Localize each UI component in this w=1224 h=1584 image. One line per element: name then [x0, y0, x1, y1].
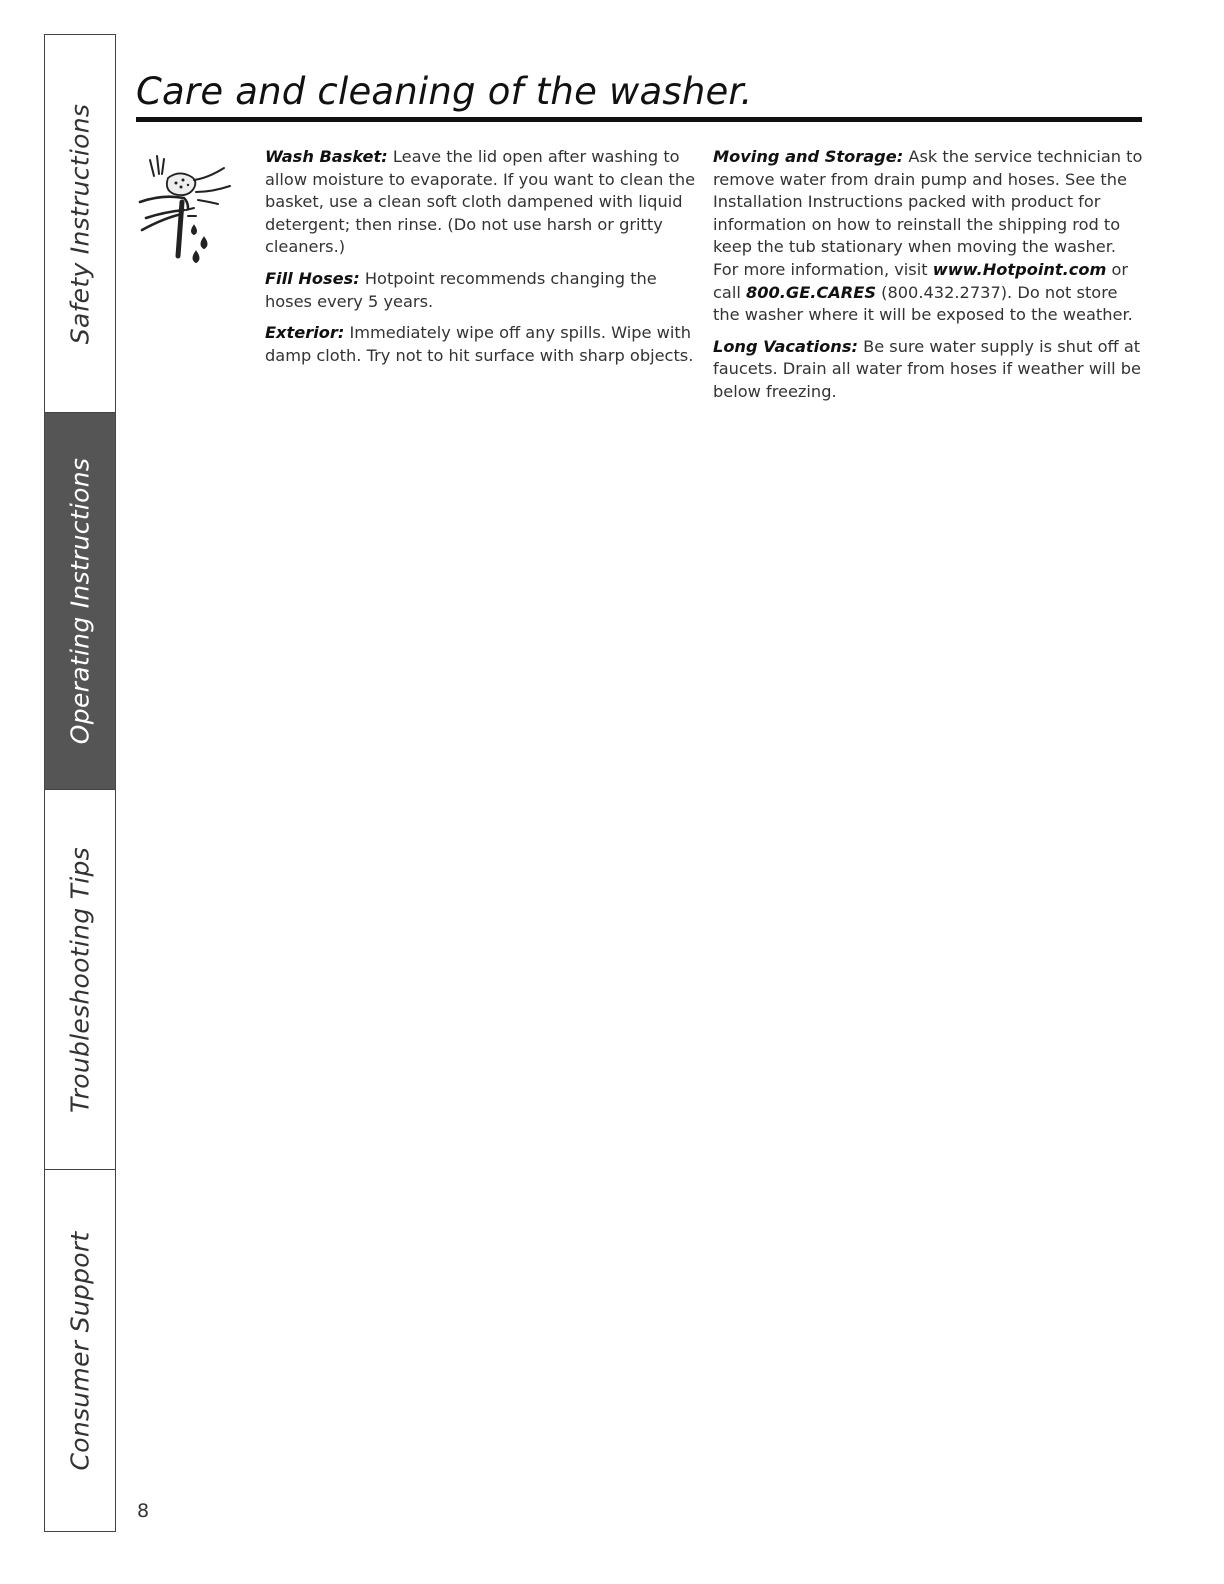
long-vacations-text: Be sure water supply is shut off at faucets. Drain all water from hoses if weather will be below freezing.: [713, 336, 1141, 401]
exterior-text: Immediately wipe off any spills. Wipe with damp cloth. Try not to hit surface with sharp objects.: [265, 323, 694, 365]
moving-storage-text-1: Ask the service technician to remove water from drain pump and hoses. See the Installation Instructions packed with product for information on how to reinstall the shipping rod to keep the tub stationary when moving the washer. For more information, visit: [713, 147, 1143, 279]
moving-storage-text-3: (800.432.2737). Do not store the washer where it will be exposed to the weather.: [713, 282, 1133, 325]
fill-hoses-term: Fill Hoses:: [265, 268, 360, 288]
exterior-paragraph: [265, 322, 697, 367]
moving-storage-term: Moving and Storage:: [713, 147, 904, 166]
tab-label-safety-instructions: Safety Instructions: [65, 103, 95, 344]
ge-cares-phone: 800.GE.CARES: [745, 282, 876, 302]
tab-safety-instructions[interactable]: [44, 34, 116, 412]
tab-troubleshooting-tips[interactable]: [44, 790, 116, 1170]
title-divider: [136, 117, 1142, 122]
fill-hoses-text: Hotpoint recommends changing the hoses every 5 years.: [265, 268, 657, 311]
page-title: Care and cleaning of the washer.: [136, 70, 753, 113]
tab-label-consumer-support: Consumer Support: [65, 1230, 95, 1471]
tab-label-operating-instructions: Operating Instructions: [65, 457, 95, 745]
tab-consumer-support[interactable]: [44, 1170, 116, 1532]
fill-hoses-paragraph: [265, 268, 697, 313]
moving-storage-paragraph: [713, 146, 1145, 327]
wash-basket-text: Leave the lid open after washing to allow moisture to evaporate. If you want to clean the basket, use a clean soft cloth dampened with liquid detergent; then rinse. (Do not use harsh or gritty cleaners.): [265, 147, 696, 257]
wash-basket-term: Wash Basket:: [265, 147, 388, 166]
wash-basket-sponge-icon: [138, 150, 248, 268]
side-navigation: [44, 34, 118, 1532]
exterior-term: Exterior:: [265, 323, 345, 343]
right-column: [713, 146, 1145, 413]
tab-label-troubleshooting-tips: Troubleshooting Tips: [65, 846, 95, 1113]
long-vacations-term: Long Vacations:: [713, 336, 858, 356]
tab-operating-instructions[interactable]: [44, 412, 116, 790]
long-vacations-paragraph: [713, 336, 1145, 404]
left-column: [265, 146, 697, 376]
page-number: 8: [137, 1500, 150, 1522]
wash-basket-paragraph: [265, 146, 697, 259]
hotpoint-website-link[interactable]: www.Hotpoint.com: [932, 259, 1107, 279]
moving-storage-text-2: or call: [713, 259, 1129, 302]
